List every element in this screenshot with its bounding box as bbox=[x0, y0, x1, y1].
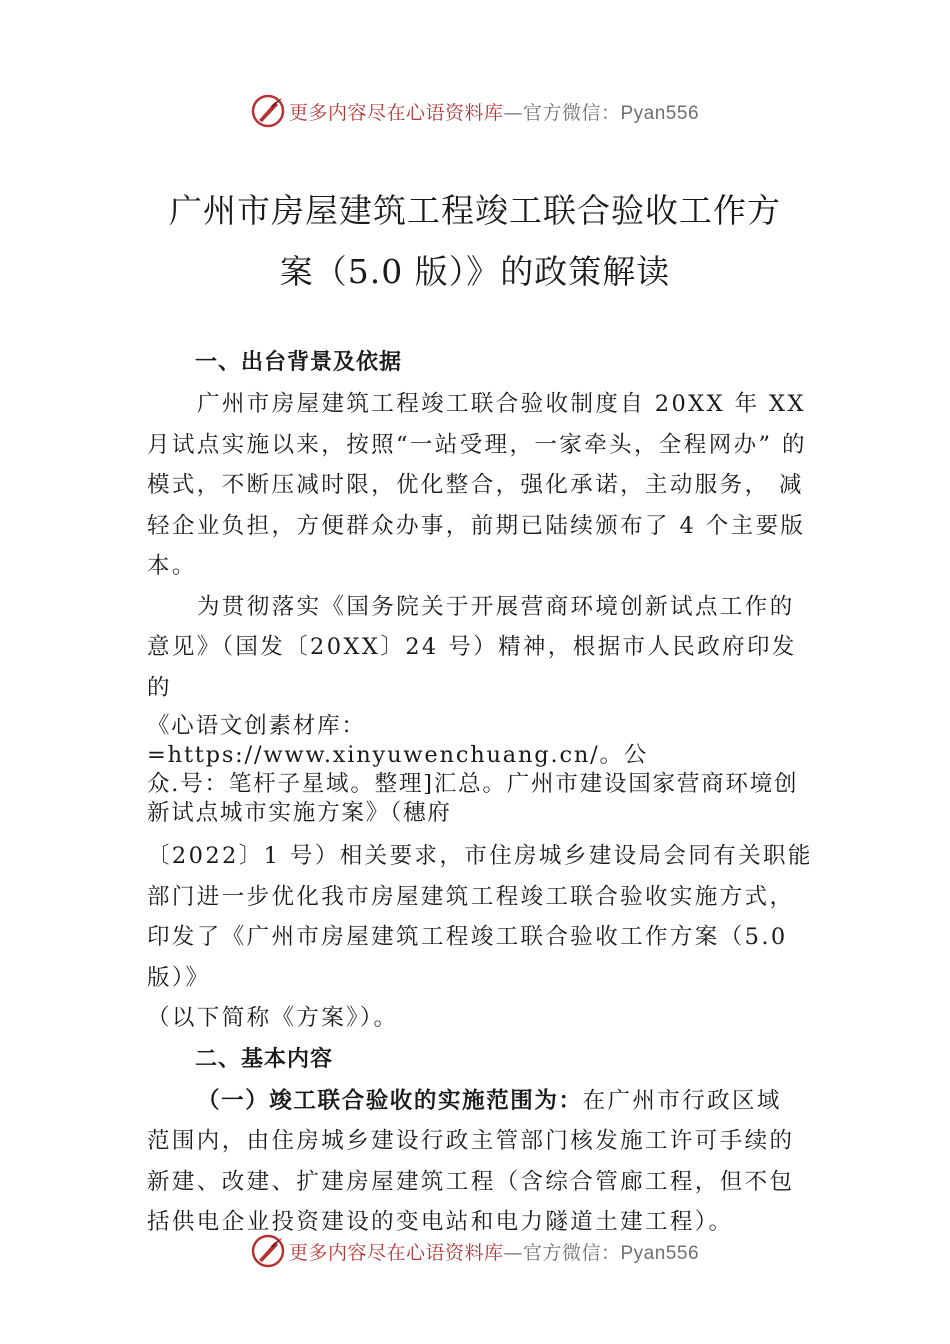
watermark-text: 更多内容尽在心语资料库—官方微信：Pyan556 bbox=[288, 101, 700, 124]
quill-logo-icon bbox=[251, 1234, 285, 1268]
text-line: 为贯彻落实《国务院关于开展营商环境创新试点工作的 bbox=[197, 593, 795, 620]
title-line-2: 案（5.0 版）》的政策解读 bbox=[279, 252, 671, 291]
subsection-label: （一）竣工联合验收的实施范围为： bbox=[197, 1087, 583, 1114]
text-line: 新试点城市实施方案》（穗府 bbox=[147, 800, 452, 826]
text-line: 模式，不断压减时限，优化整合，强化承诺，主动服务， 减 bbox=[147, 472, 804, 498]
text-line: 新建、改建、扩建房屋建筑工程（含综合管廊工程，但不包 bbox=[147, 1168, 795, 1195]
text-line: 版）》 bbox=[147, 964, 211, 991]
header-watermark bbox=[0, 94, 950, 128]
text-line: 意见》（国发〔20XX〕24 号）精神，根据市人民政府印发 bbox=[147, 634, 797, 660]
section-1-heading: 一、出台背景及依据 bbox=[195, 350, 403, 375]
watermark-text: 更多内容尽在心语资料库—官方微信：Pyan556 bbox=[288, 1241, 700, 1264]
document-title bbox=[0, 180, 950, 302]
section-2-paragraph-1 bbox=[147, 1081, 837, 1243]
text-line: （以下简称《方案》）。 bbox=[147, 1005, 399, 1031]
text-line: 轻企业负担，方便群众办事，前期已陆续颁布了 4 个主要版 bbox=[147, 512, 806, 539]
text-line: 众.号：笔杆子星域。整理]汇总。广州市建设国家营商环境创 bbox=[147, 771, 799, 797]
source-note-block bbox=[147, 708, 837, 836]
text-line: 本。 bbox=[147, 553, 197, 579]
text-line: 的 bbox=[147, 674, 172, 701]
text-line-rest: 在广州市行政区域 bbox=[582, 1087, 782, 1114]
section-2-heading: 二、基本内容 bbox=[195, 1046, 334, 1072]
text-line: 〔2022〕1 号）相关要求，市住房城乡建设局会同有关职能 bbox=[147, 843, 813, 869]
title-line-1: 广州市房屋建筑工程竣工联合验收工作方 bbox=[169, 191, 781, 230]
section-1-paragraph-1 bbox=[147, 384, 837, 587]
section-1-paragraph-2 bbox=[147, 587, 837, 1039]
footer-watermark bbox=[0, 1234, 950, 1268]
text-line: 广州市房屋建筑工程竣工联合验收制度自 20XX 年 XX bbox=[197, 391, 806, 417]
document-body bbox=[147, 342, 837, 1243]
text-line: 括供电企业投资建设的变电站和电力隧道土建工程）。 bbox=[147, 1209, 734, 1235]
text-line: 月试点实施以来，按照“一站受理，一家牵头，全程网办” 的 bbox=[147, 431, 807, 458]
text-line bbox=[147, 1081, 837, 1122]
text-line: 印发了《广州市房屋建筑工程竣工联合验收工作方案（5.0 bbox=[147, 924, 788, 950]
text-line: 部门进一步优化我市房屋建筑工程竣工联合验收实施方式， bbox=[147, 883, 795, 910]
text-line: 范围内，由住房城乡建设行政主管部门核发施工许可手续的 bbox=[147, 1128, 795, 1154]
quill-logo-icon bbox=[251, 94, 285, 128]
text-line: 《心语文创素材库：=https://www.xinyuwenchuang.cn/。公 bbox=[147, 713, 649, 768]
